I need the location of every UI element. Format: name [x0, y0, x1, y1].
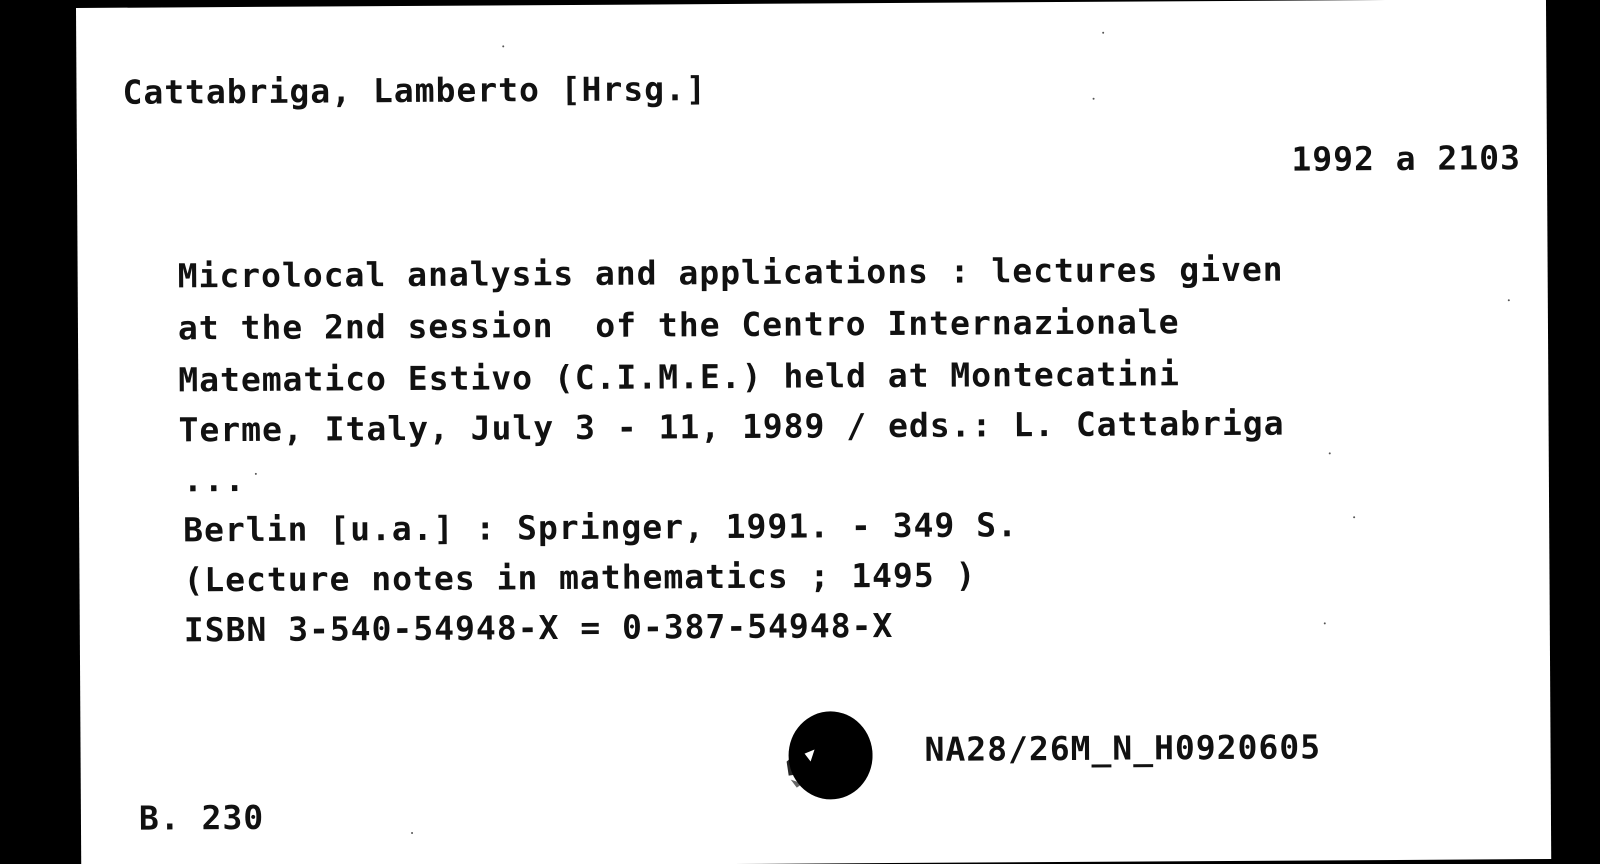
imprint-line: Berlin [u.a.] : Springer, 1991. - 349 S.: [183, 505, 1019, 550]
scan-speck: [1102, 32, 1104, 34]
punch-hole-icon: [780, 709, 873, 802]
title-line: Matematico Estivo (C.I.M.E.) held at Montecatini: [178, 354, 1181, 400]
catalog-card: [76, 0, 1551, 864]
call-number: 1992 a 2103: [1291, 138, 1522, 179]
scan-speck: [411, 832, 413, 834]
scan-speck: [1329, 452, 1331, 454]
title-line: Terme, Italy, July 3 - 11, 1989 / eds.: L. Cattabriga: [178, 403, 1285, 450]
title-line: Microlocal analysis and applications : lectures given: [177, 249, 1284, 296]
shelf-signature: NA28/26M_N_H0920605: [924, 727, 1322, 769]
scan-speck: [1324, 622, 1326, 624]
scan-speck: [1353, 516, 1355, 518]
isbn-line: ISBN 3-540-54948-X = 0-387-54948-X: [183, 606, 894, 650]
title-line: at the 2nd session of the Centro Internazionale: [177, 302, 1180, 348]
scan-speck: [502, 45, 504, 47]
scan-speck: [255, 473, 257, 475]
author-line: Cattabriga, Lamberto [Hrsg.]: [122, 69, 707, 112]
title-line: ...: [182, 459, 246, 500]
scan-speck: [1508, 299, 1510, 301]
series-line: (Lecture notes in mathematics ; 1495 ): [183, 555, 977, 600]
volume-number: B. 230: [138, 797, 265, 838]
scan-speck: [1093, 98, 1095, 100]
